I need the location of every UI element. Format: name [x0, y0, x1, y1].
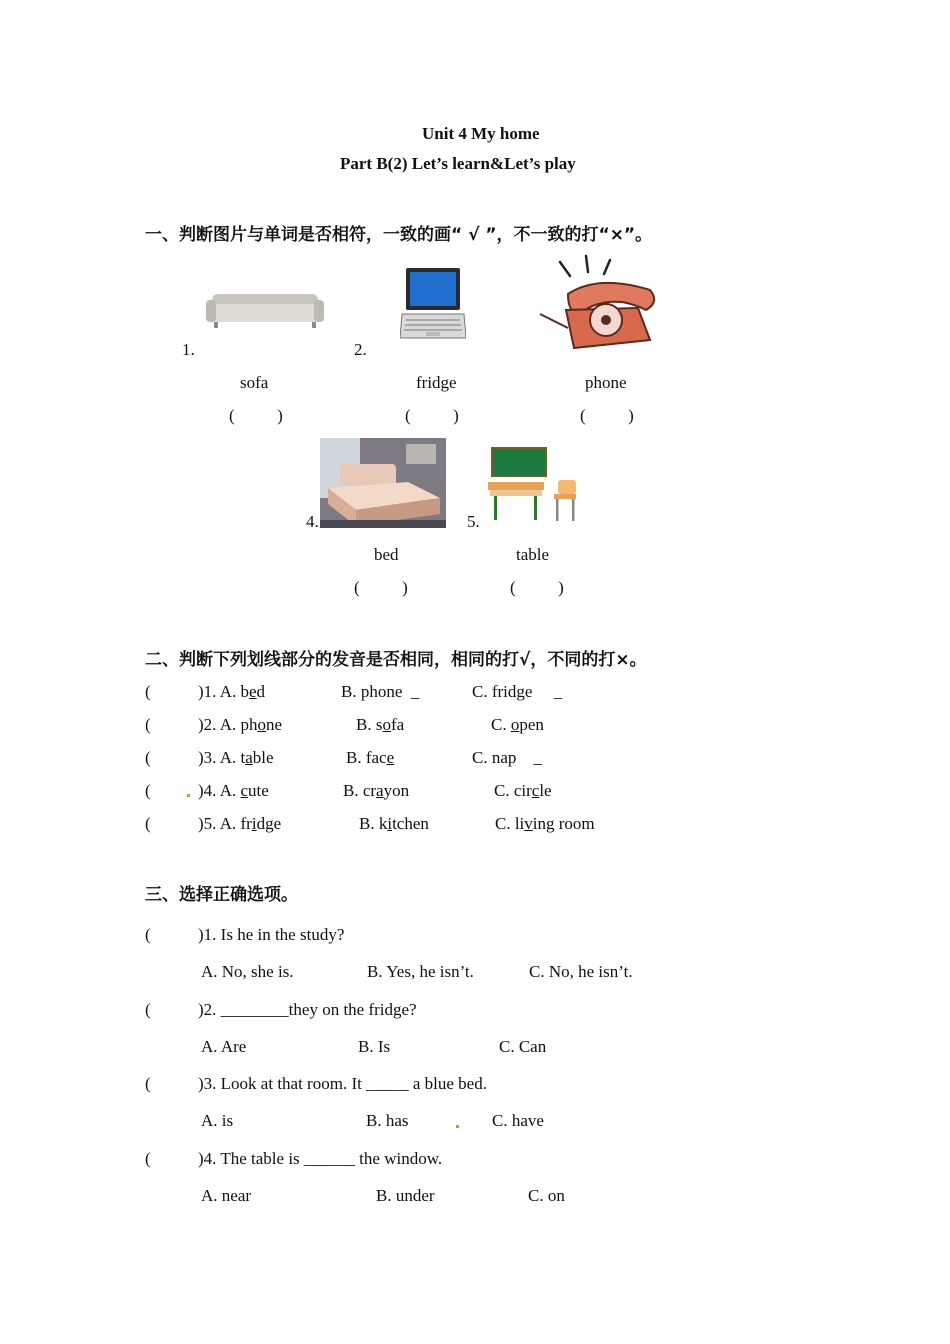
question-stem — [198, 1074, 487, 1094]
answer-paren: ( — [145, 1074, 151, 1093]
section1-heading: 一、判断图片与单词是否相符，一致的画“ √ ”，不一致的打“×”。 — [145, 225, 653, 245]
s1-paren-1: ( ) — [229, 406, 283, 425]
paren: ( — [145, 682, 151, 701]
stray-dot — [456, 1125, 459, 1128]
question-stem — [198, 1000, 417, 1020]
s1-word-3: phone — [585, 373, 627, 392]
option-b — [341, 682, 419, 702]
word-part: ute — [248, 781, 269, 800]
option-b — [343, 781, 409, 801]
paren: ( — [145, 748, 151, 767]
s1-word-5: table — [516, 545, 550, 564]
word-part: C. cir — [494, 781, 532, 800]
word-part: B. phone — [341, 682, 403, 701]
part-title: Part B(2) Let’s learn&Let’s play — [340, 154, 576, 173]
option-c: C. No, he isn’t. — [529, 962, 633, 981]
telephone-picture — [538, 254, 664, 354]
word-part: C. fridge — [472, 682, 533, 701]
section3-heading: 三、选择正确选项。 — [145, 885, 298, 905]
s1-num-5: 5. — [467, 512, 480, 531]
bed-picture — [320, 438, 446, 528]
unit-title: Unit 4 My home — [422, 124, 540, 143]
option-a — [198, 748, 274, 768]
paren: ( — [145, 781, 151, 800]
option-a: A. is — [201, 1111, 234, 1130]
word-part: d — [256, 682, 266, 701]
answer-blank: ______ — [303, 1149, 355, 1168]
word-part: ph — [240, 715, 258, 734]
paren: ( — [145, 814, 151, 833]
word-part: C. — [491, 715, 511, 734]
s1-paren-5: ( ) — [510, 578, 564, 597]
underlined-letter: i — [387, 814, 393, 833]
answer-paren — [145, 682, 151, 702]
question-number: )2. A. — [198, 715, 241, 734]
option-b — [356, 715, 404, 735]
answer-blank: ________ — [220, 1000, 289, 1019]
word-part: B. k — [359, 814, 388, 833]
word-part: C. nap — [472, 748, 517, 767]
option-c: C. have — [492, 1111, 544, 1130]
s1-word-4: bed — [374, 545, 399, 564]
s1-word-1: sofa — [240, 373, 269, 392]
stray-dot — [187, 794, 190, 797]
option-b: B. Yes, he isn’t. — [367, 962, 474, 981]
word-part: B. cr — [343, 781, 377, 800]
option-a — [198, 715, 282, 735]
underlined-letter: v — [524, 814, 533, 833]
word-part: _ — [402, 682, 420, 701]
word-part: ne — [266, 715, 283, 734]
answer-paren: ( — [145, 1149, 151, 1168]
answer-blank: _____ — [366, 1074, 409, 1093]
word-part: dge — [256, 814, 282, 833]
answer-paren — [145, 814, 151, 834]
word-part: ing room — [532, 814, 595, 833]
answer-paren — [145, 715, 151, 735]
underlined-letter: i — [251, 814, 257, 833]
underlined-letter: o — [510, 715, 520, 734]
s1-word-2: fridge — [416, 373, 457, 392]
option-a — [198, 814, 281, 834]
option-a: A. No, she is. — [201, 962, 294, 981]
word-part: fa — [390, 715, 405, 734]
question-number: )3. A. — [198, 748, 241, 767]
option-c: C. on — [528, 1186, 565, 1205]
option-a — [198, 682, 265, 702]
option-c — [491, 715, 544, 735]
answer-paren — [145, 748, 151, 768]
underlined-letter: a — [245, 748, 253, 767]
paren: ( — [145, 715, 151, 734]
underlined-letter: c — [531, 781, 540, 800]
question-stem — [198, 1149, 442, 1169]
answer-paren — [145, 781, 151, 801]
answer-paren: ( — [145, 1000, 151, 1019]
stem-text: )4. The table is — [198, 1149, 304, 1168]
s1-paren-3: ( ) — [580, 406, 634, 425]
word-part: fr — [240, 814, 252, 833]
underlined-letter: c — [240, 781, 249, 800]
word-part: t — [240, 748, 246, 767]
option-c — [472, 748, 542, 768]
s1-num-4: 4. — [306, 512, 319, 531]
word-part: pen — [519, 715, 544, 734]
question-stem — [198, 925, 344, 945]
word-part: B. fac — [346, 748, 387, 767]
stem-text: they on the fridge? — [288, 1000, 417, 1019]
word-part: _ — [532, 682, 563, 701]
option-b: B. under — [376, 1186, 435, 1205]
stem-text: the window. — [354, 1149, 443, 1168]
option-b: B. Is — [358, 1037, 391, 1056]
underlined-letter: o — [257, 715, 266, 734]
word-part: le — [539, 781, 552, 800]
laptop-picture — [400, 268, 466, 342]
s1-num-2: 2. — [354, 340, 367, 359]
option-b: B. has — [366, 1111, 409, 1130]
underlined-letter: e — [386, 748, 395, 767]
word-part: _ — [516, 748, 542, 767]
sofa-picture — [206, 290, 324, 330]
stem-text: )2. — [198, 1000, 221, 1019]
stem-text: )1. Is he in the study? — [198, 925, 345, 944]
option-a: A. Are — [201, 1037, 247, 1056]
word-part: tchen — [392, 814, 429, 833]
option-a: A. near — [201, 1186, 252, 1205]
word-part: yon — [383, 781, 410, 800]
underlined-letter: e — [249, 682, 257, 701]
option-c — [472, 682, 562, 702]
word-part: b — [240, 682, 249, 701]
option-c: C. Can — [499, 1037, 547, 1056]
word-part: B. s — [356, 715, 383, 734]
answer-paren: ( — [145, 925, 151, 944]
question-number: )5. A. — [198, 814, 241, 833]
option-b — [359, 814, 429, 834]
word-part: C. li — [495, 814, 525, 833]
s1-paren-4: ( ) — [354, 578, 408, 597]
section2-heading: 二、判断下列划线部分的发音是否相同，相同的打√，不同的打×。 — [145, 650, 647, 670]
question-number: )1. A. — [198, 682, 241, 701]
word-part: ble — [252, 748, 274, 767]
desk-chair-picture — [486, 446, 586, 524]
question-number: )4. A. — [198, 781, 241, 800]
underlined-letter: o — [382, 715, 391, 734]
option-c — [495, 814, 595, 834]
option-c — [494, 781, 552, 801]
stem-text: a blue bed. — [408, 1074, 487, 1093]
underlined-letter: a — [376, 781, 384, 800]
s1-paren-2: ( ) — [405, 406, 459, 425]
option-b — [346, 748, 394, 768]
option-a — [198, 781, 269, 801]
s1-num-1: 1. — [182, 340, 195, 359]
stem-text: )3. Look at that room. It — [198, 1074, 367, 1093]
